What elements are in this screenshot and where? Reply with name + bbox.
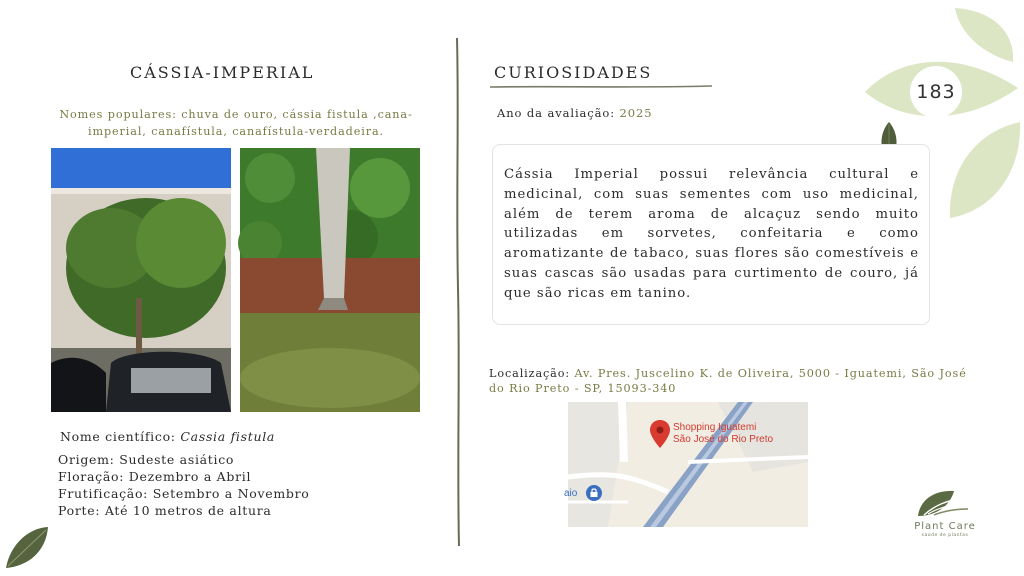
map-side-label: aio (564, 488, 578, 499)
page-number-badge: 183 (910, 66, 962, 118)
species-facts (58, 451, 309, 519)
map-place-line2: São José do Rio Preto (673, 434, 774, 445)
plant-care-logo-icon (914, 488, 970, 520)
species-title: CÁSSIA-IMPERIAL (130, 63, 315, 82)
curiosities-card (492, 144, 930, 325)
scientific-name (60, 429, 275, 444)
location-label: Localização: (489, 367, 571, 380)
curiosities-title: CURIOSIDADES (494, 63, 653, 82)
map-pin-icon[interactable] (649, 419, 671, 449)
year-value: 2025 (619, 106, 653, 120)
column-divider (452, 38, 464, 546)
location-map[interactable] (564, 402, 808, 527)
location-value: Av. Pres. Juscelino K. de Oliveira, 5000 - Iguatemi, São José do Rio Preto - SP, 15093-340 (489, 367, 967, 395)
origin: Origem: Sudeste asiático (58, 452, 235, 467)
popular-names: Nomes populares: chuva de ouro, cássia fistula ,cana-imperial, canafístula, canafístula-verdadeira. (59, 108, 413, 138)
location (489, 366, 979, 396)
trunk-photo (240, 148, 420, 412)
size: Porte: Até 10 metros de altura (58, 503, 272, 518)
scientific-name-value: Cassia fistula (180, 429, 276, 444)
logo-name: Plant Care (914, 521, 976, 532)
tree-photo (51, 148, 231, 412)
evaluation-year (497, 106, 652, 120)
curiosities-text: Cássia Imperial possui relevância cultural e medicinal, com suas sementes com uso medicinal, além de terem aroma de alcaçuz sendo muito utilizadas em sorvetes, confeitaria e como aromatizante de tabaco, suas flores são comestíveis e suas cascas são usadas para curtimento de couro, já que são ricas em tanino. (504, 167, 919, 301)
map-place-label (673, 422, 773, 446)
flowering: Floração: Dezembro a Abril (58, 469, 252, 484)
title-underline (490, 84, 712, 90)
year-label: Ano da avaliação: (497, 106, 615, 120)
fruiting: Frutificação: Setembro a Novembro (58, 486, 310, 501)
scientific-label: Nome científico: (60, 429, 176, 444)
map-place-line1: Shopping Iguatemi (673, 422, 757, 433)
logo-tagline: saúde de plantas (921, 533, 969, 538)
lock-icon (586, 485, 602, 501)
